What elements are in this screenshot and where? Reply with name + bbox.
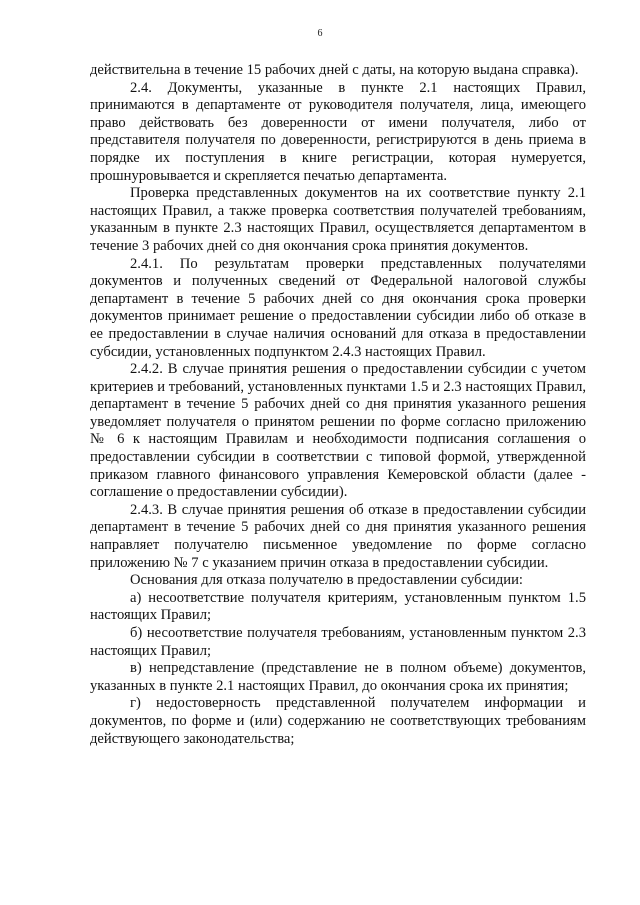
page-number: 6	[317, 28, 323, 39]
paragraph-2-4: 2.4. Документы, указанные в пункте 2.1 настоящих Правил, принимаются в департаменте от руководителя получателя, лица, имеющего право действовать без доверенности от имени получателя, либо от представителя получателя по доверенности, регистрируются в день приема в порядке их поступления в книге регистрации, которая нумеруется, прошнуровывается и скрепляется печатью департамента.	[90, 79, 586, 184]
paragraph-verification: Проверка представленных документов на их соответствие пункту 2.1 настоящих Правил, а также проверка соответствия получателей требованиям, указанным в пункте 2.3 настоящих Правил, осуществляется департаментом в течение 3 рабочих дней со дня окончания срока принятия документов.	[90, 185, 586, 254]
list-item-g: г) недостоверность представленной получателем информации и документов, по форме и (или) содержанию не соответствующих требованиям действующего законодательства;	[90, 695, 586, 747]
paragraph-continuation: действительна в течение 15 рабочих дней с даты, на которую выдана справка).	[90, 62, 579, 78]
paragraph-refusal-grounds: Основания для отказа получателю в предоставлении субсидии:	[130, 572, 523, 589]
list-item-a: а) несоответствие получателя критериям, установленным пунктом 1.5 настоящих Правил;	[90, 589, 586, 624]
paragraph-2-4-1: 2.4.1. По результатам проверки представленных получателями документов и полученных сведений от Федеральной налоговой службы департамент в течение 5 рабочих дней со дня окончания срока проверки документов принимает решение о предоставлении субсидии либо об отказе в ее предоставлении в случае наличия оснований для отказа в предоставлении субсидии, установленных подпунктом 2.4.3 настоящих Правил.	[90, 255, 586, 360]
paragraph-2-4-2: 2.4.2. В случае принятия решения о предоставлении субсидии с учетом критериев и требований, установленных пунктами 1.5 и 2.3 настоящих Правил, департамент в течение 5 рабочих дней со дня принятия указанного решения уведомляет получателя о принятом решении по форме согласно приложению № 6 к настоящим Правилам и необходимости подписания соглашения о предоставлении субсидии в соответствии с типовой формой, утвержденной приказом главного финансового управления Кемеровской области (далее - соглашение о предоставлении субсидии).	[90, 361, 586, 501]
list-item-v: в) непредставление (представление не в полном объеме) документов, указанных в пункте 2.1 настоящих Правил, до окончания срока их принятия;	[90, 660, 586, 694]
document-body	[90, 62, 586, 748]
list-item-b: б) несоответствие получателя требованиям, установленным пунктом 2.3 настоящих Правил;	[90, 625, 586, 659]
paragraph-2-4-3: 2.4.3. В случае принятия решения об отказе в предоставлении субсидии департамент в течение 5 рабочих дней со дня принятия указанного решения направляет получателю письменное уведомление по форме согласно приложению № 7 с указанием причин отказа в предоставлении субсидии.	[90, 501, 586, 571]
